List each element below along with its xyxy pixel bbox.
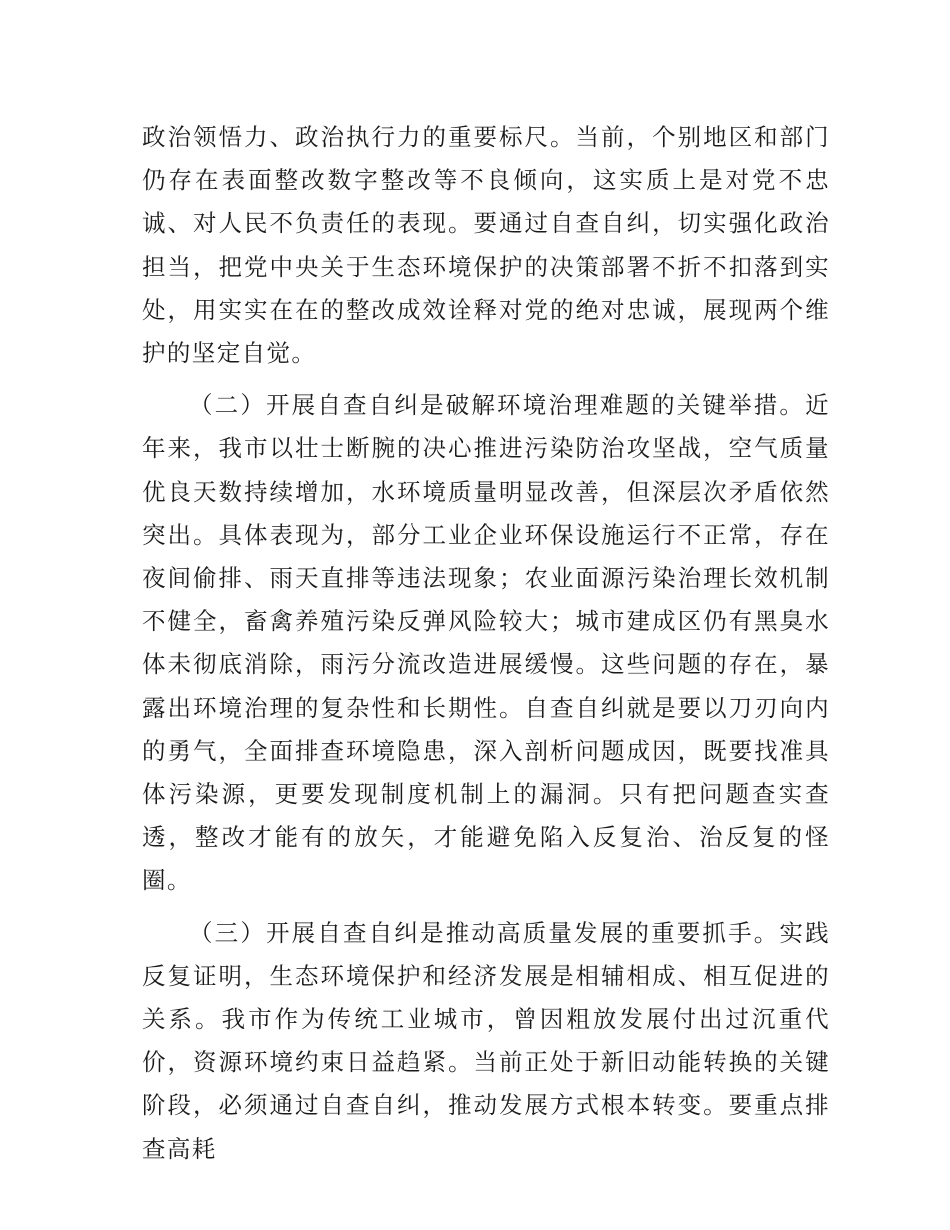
paragraph-section-two: （二）开展自查自纠是破解环境治理难题的关键举措。近年来，我市以壮士断腕的决心推进污染防治攻坚战，空气质量优良天数持续增加，水环境质量明显改善，但深层次矛盾依然突出。具体表现为，部分工业企业环保设施运行不正常，存在夜间偷排、雨天直排等违法现象；农业面源污染治理长效机制不健全，畜禽养殖污染反弹风险较大；城市建成区仍有黑臭水体未彻底消除，雨污分流改造进展缓慢。这些问题的存在，暴露出环境治理的复杂性和长期性。自查自纠就是要以刀刃向内的勇气，全面排查环境隐患，深入剖析问题成因，既要找准具体污染源，更要发现制度机制上的漏洞。只有把问题查实查透，整改才能有的放矢，才能避免陷入反复治、治反复的怪圈。 <box>142 391 830 895</box>
paragraph-continuation: 政治领悟力、政治执行力的重要标尺。当前，个别地区和部门仍存在表面整改数字整改等不良倾向，这实质上是对党不忠诚、对人民不负责任的表现。要通过自查自纠，切实强化政治担当，把党中央关于生态环境保护的决策部署不折不扣落到实处，用实实在在的整改成效诠释对党的绝对忠诚，展现两个维护的坚定自觉。 <box>142 123 830 368</box>
paragraph-section-three: （三）开展自查自纠是推动高质量发展的重要抓手。实践反复证明，生态环境保护和经济发展是相辅相成、相互促进的关系。我市作为传统工业城市，曾因粗放发展付出过沉重代价，资源环境约束日益趋紧。当前正处于新旧动能转换的关键阶段，必须通过自查自纠，推动发展方式根本转变。要重点排查高耗 <box>142 918 830 1163</box>
body-text <box>142 116 830 1171</box>
